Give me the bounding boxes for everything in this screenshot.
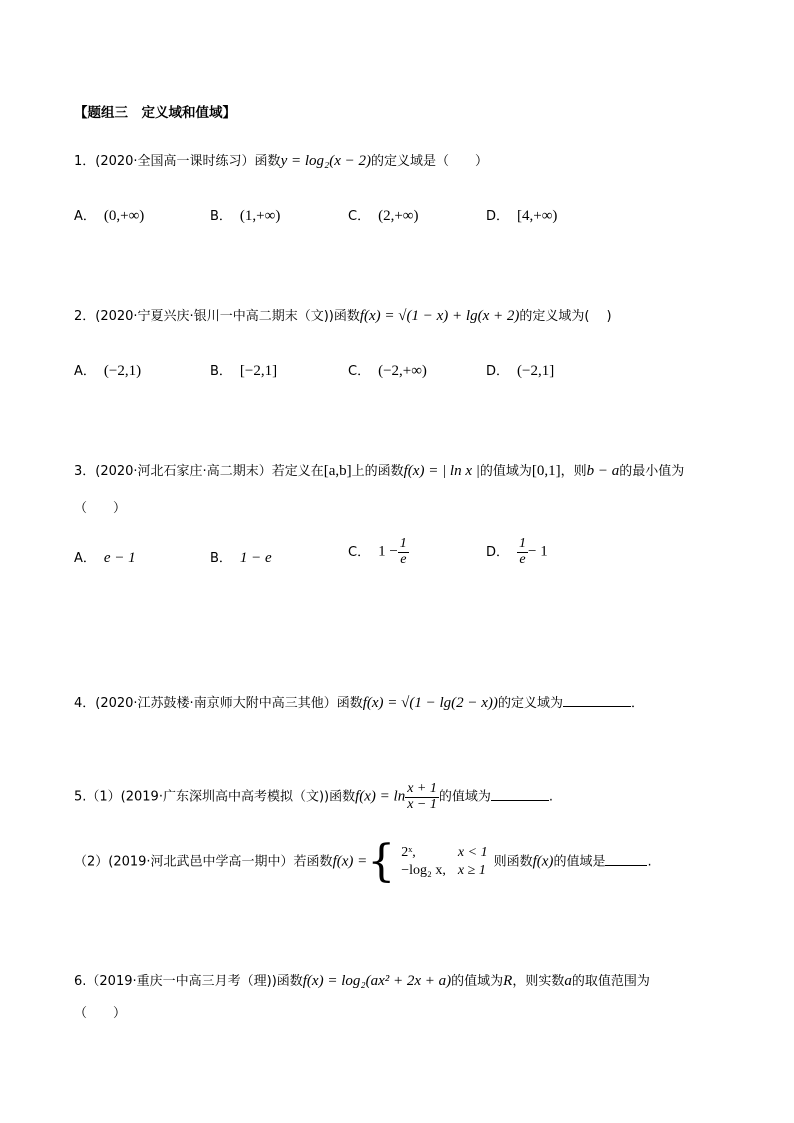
q4-answer-blank (563, 705, 631, 707)
q1-option-a: A． (0,+∞) (74, 208, 145, 224)
q1-option-d: D． [4,+∞) (486, 208, 558, 224)
q3-option-a: A． e − 1 (74, 550, 136, 566)
q3-option-b: B． 1 − e (210, 550, 272, 566)
q3-option-d: D． $\frac{1}{e}$ − 1 (486, 536, 548, 567)
q1-option-c: C． (2,+∞) (348, 208, 419, 224)
q5-function-1: f(x) = ln (355, 788, 406, 805)
piecewise-brace: { (367, 836, 396, 887)
q2-option-c: C． (−2,+∞) (348, 363, 427, 379)
question-2 (74, 305, 612, 325)
question-5-part-1: 5.（1）(2019·广东深圳高中高考模拟（文))函数f(x) = ln $\frac{x + 1}{x - 1}$ 的值域为 . (74, 781, 554, 812)
q6-function: f(x) = log₂(ax² + 2x + a) (302, 973, 452, 989)
q2-tail: 的定义域为( ) (519, 309, 612, 324)
q3-interval: [a,b] (323, 463, 352, 479)
question-3: 3．(2020·河北石家庄·高二期末）若定义在[a,b]上的函数f(x) = | ln x |的值域为[0,1]，则b − a的最小值为 (74, 463, 685, 479)
q3-answer-paren: （ ） (74, 501, 127, 516)
q5-answer-blank-1 (491, 799, 549, 801)
q6-answer-paren: （ ） (74, 1006, 127, 1021)
question-4: 4．(2020·江苏鼓楼·南京师大附中高三其他）函数f(x) = √(1 − lg(2 − x))的定义域为 ． (74, 695, 644, 711)
q1-text: 1．(2020·全国高一课时练习）函数 (74, 154, 281, 169)
q2-option-a: A． (−2,1) (74, 363, 142, 379)
q1-option-b: B． (1,+∞) (210, 208, 281, 224)
q3-expr: b − a (586, 463, 620, 479)
q5-answer-blank-2 (605, 864, 647, 866)
q2-function: f(x) = √(1 − x) + lg(x + 2) (359, 308, 520, 324)
piecewise-cases: 2ˣ, x < 1 −log₂ x, x ≥ 1 (401, 845, 488, 878)
q1-function: y = log₂(x − 2) (280, 153, 371, 169)
q4-function: f(x) = √(1 − lg(2 − x)) (362, 695, 498, 711)
question-6: 6.（2019·重庆一中高三月考（理))函数f(x) = log₂(ax² + 2x + a)的值域为R，则实数a的取值范围为 (74, 973, 650, 989)
q2-option-d: D． (−2,1] (486, 363, 555, 379)
q5-fraction: $\frac{x + 1}{x - 1}$ (407, 781, 437, 812)
question-1 (74, 150, 488, 170)
q1-tail: 的定义域是（ ） (371, 154, 489, 169)
q5-function-2: f(x) = (332, 853, 368, 870)
q2-option-b: B． [−2,1] (210, 363, 278, 379)
question-5-part-2: （2）(2019·河北武邑中学高一期中）若函数f(x) ={ 2ˣ, x < 1 −log₂ x, x ≥ 1则函数f(x)的值域是 . (74, 836, 652, 887)
q3-function: f(x) = | ln x | (403, 463, 480, 479)
q3-range: [0,1] (531, 463, 561, 479)
q3-option-c: C． 1 − $\frac{1}{e}$ (348, 536, 407, 567)
section-title: 【题组三 定义域和值域】 (74, 105, 236, 121)
q2-text: 2．(2020·宁夏兴庆·银川一中高二期末（文))函数 (74, 309, 360, 324)
